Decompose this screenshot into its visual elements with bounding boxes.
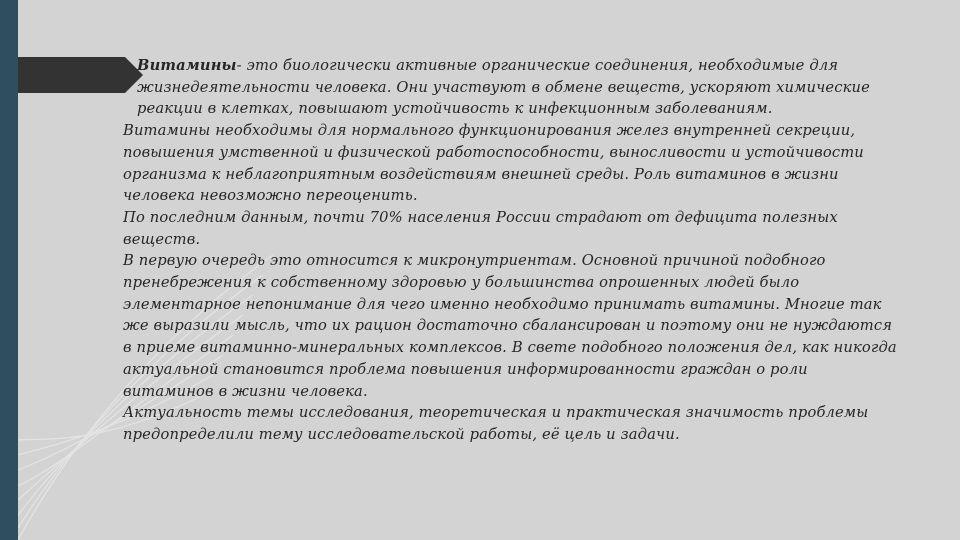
left-accent-bar (0, 0, 18, 540)
paragraph-relevance: Актуальность темы исследования, теоретическая и практическая значимость проблемы предопределили тему исследовательской работы, её цель и задачи. (123, 404, 869, 443)
vitamins-term: Витамины (137, 57, 237, 74)
definition-text: - это биологически активные органические соединения, необходимые для жизнедеятельности человека. Они участвуют в обмене веществ, ускоряют химические реакции в клетках, повышают устойчивость к инфекционным заболеваниям. (137, 57, 870, 118)
paragraph-statistics: По последним данным, почти 70% населения России страдают от дефицита полезных веществ. (123, 208, 838, 248)
definition-paragraph (123, 55, 903, 120)
paragraph-importance: Витамины необходимы для нормального функционирования желез внутренней секреции, повышения умственной и физической работоспособности, выносливости и устойчивости организма к неблагоприятным воздействиям внешней среды. Роль витаминов в жизни человека невозможно переоценить. (123, 122, 864, 205)
paragraph-micronutrients: В первую очередь это относится к микронутриентам. Основной причиной подобного пренебрежения к собственному здоровью у большинства опрошенных людей было элементарное непонимание для чего именно необходимо принимать витамины. Многие так же выразили мысль, что их рацион достаточно сбалансирован и поэтому они не нуждаются в приеме витаминно-минеральных комплексов. В свете подобного положения дел, как никогда актуальной становится проблема повышения информированности граждан о роли витаминов в жизни человека. (123, 252, 897, 400)
slide-text (123, 55, 903, 446)
